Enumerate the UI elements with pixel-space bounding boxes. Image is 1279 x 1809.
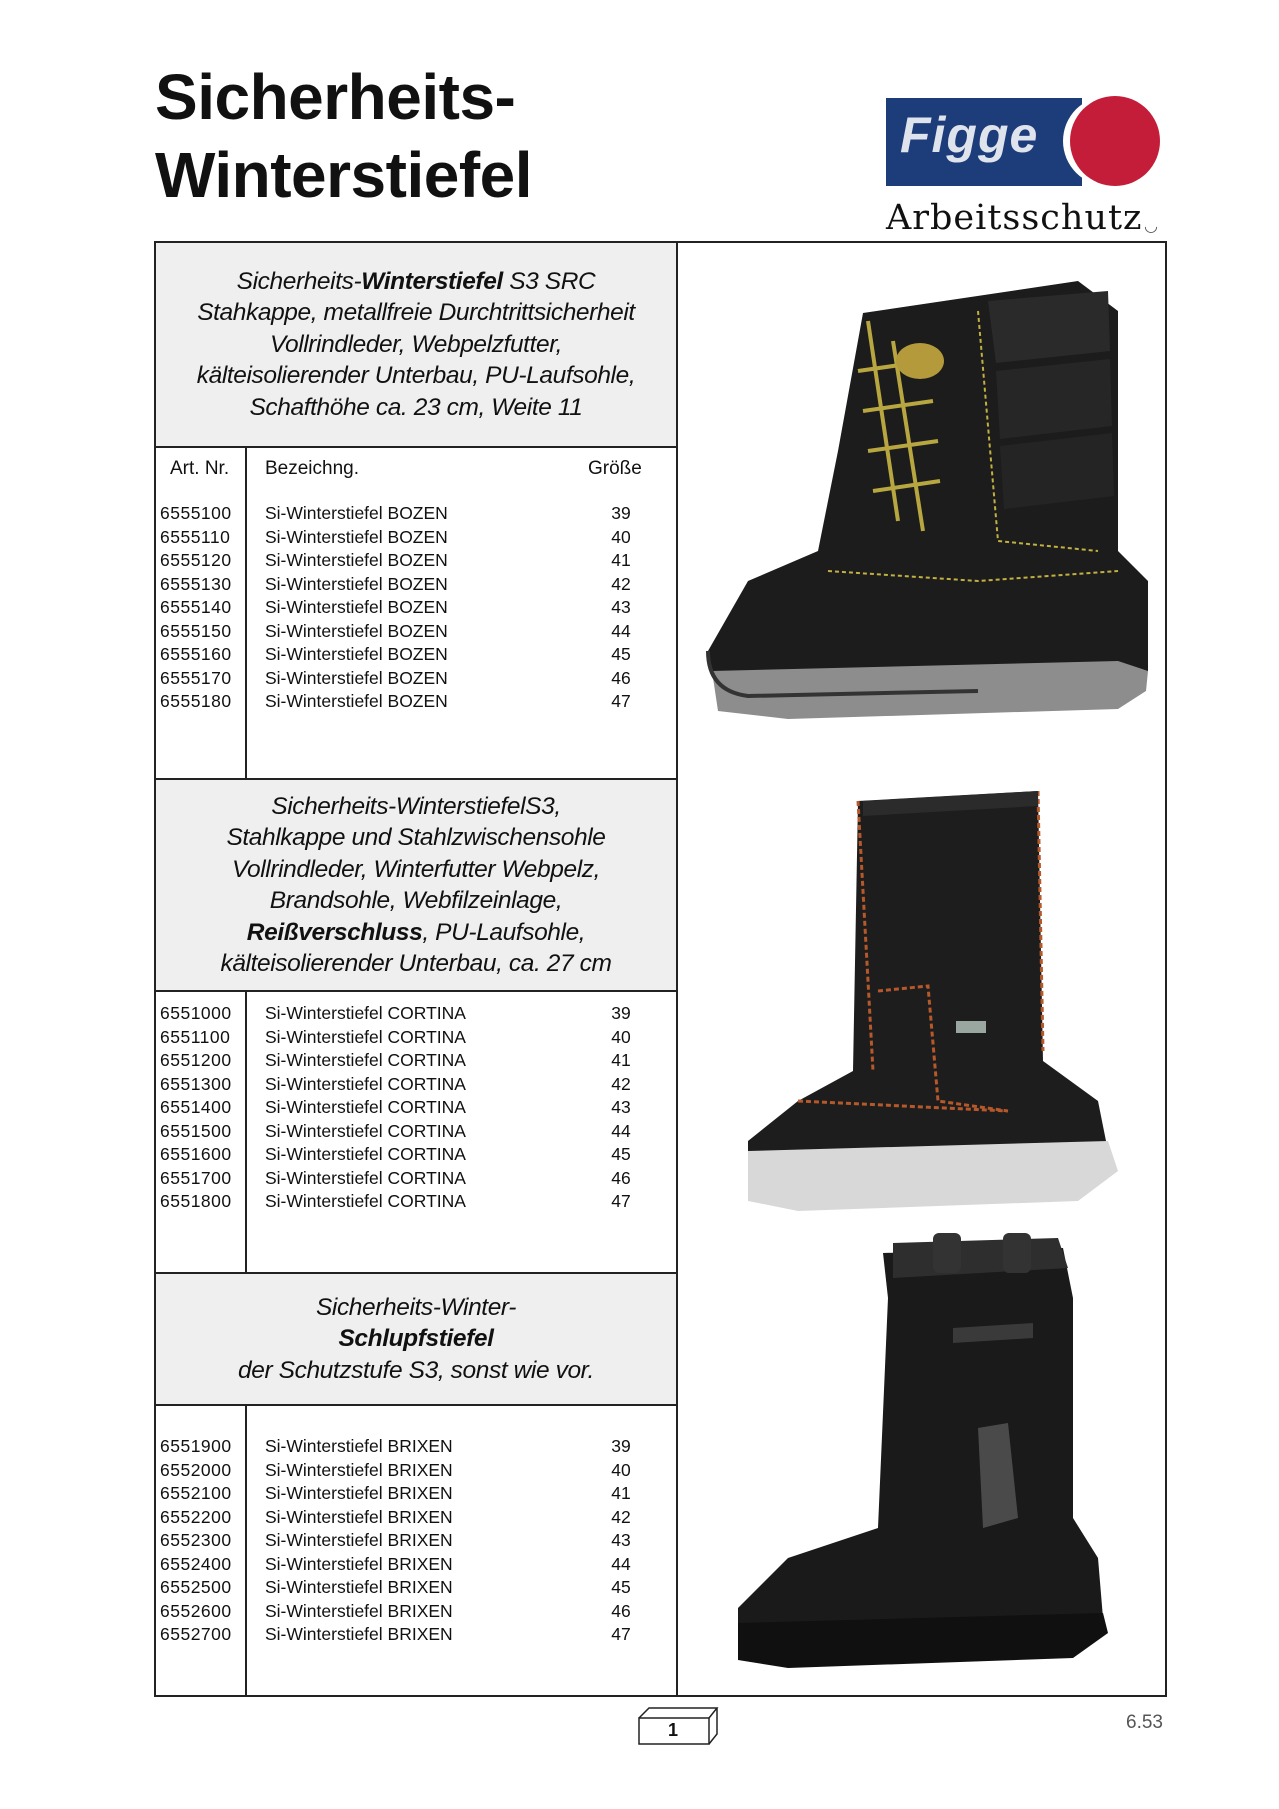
description-line — [220, 885, 611, 917]
article-name: Si-Winterstiefel BOZEN — [265, 597, 448, 617]
article-size: 46 — [611, 1167, 631, 1188]
article-name: Si-Winterstiefel BRIXEN — [265, 1483, 453, 1503]
article-number: 6555150 — [160, 620, 232, 641]
article-size: 41 — [611, 1050, 631, 1070]
description-line — [197, 297, 635, 329]
table-row — [156, 1554, 676, 1578]
article-size: 41 — [611, 1483, 631, 1503]
table-row — [156, 1097, 676, 1121]
article-number: 6555120 — [160, 550, 232, 570]
description-segment: Sicherheits-WinterstiefelS3, — [271, 792, 561, 820]
description-emphasis: Winterstiefel — [361, 267, 503, 295]
article-name: Si-Winterstiefel CORTINA — [265, 1050, 466, 1070]
product-description-brixen — [156, 1274, 676, 1406]
article-number: 6552000 — [160, 1459, 232, 1480]
article-number: 6551400 — [160, 1097, 232, 1117]
table-row — [156, 597, 676, 621]
boot-brixen-image — [678, 1228, 1165, 1698]
article-size: 44 — [611, 620, 631, 641]
table-row — [156, 550, 676, 574]
article-name: Si-Winterstiefel CORTINA — [265, 1097, 466, 1117]
article-block-cortina — [156, 992, 676, 1274]
article-number: 6552500 — [160, 1577, 232, 1597]
description-segment: Sicherheits-Winter- — [315, 1293, 517, 1321]
description-segment: Stahlkappe und Stahlzwischensohle — [226, 824, 606, 851]
description-line — [220, 822, 611, 854]
article-name: Si-Winterstiefel BRIXEN — [265, 1459, 453, 1480]
article-name: Si-Winterstiefel BOZEN — [265, 550, 448, 570]
header-groesse: Größe — [588, 458, 642, 479]
table-row — [156, 1436, 676, 1460]
table-row — [156, 1507, 676, 1531]
article-name: Si-Winterstiefel CORTINA — [265, 1026, 466, 1047]
article-size: 39 — [611, 503, 631, 523]
article-size: 40 — [611, 1026, 631, 1047]
article-name: Si-Winterstiefel BOZEN — [265, 667, 448, 688]
article-size: 45 — [611, 644, 631, 664]
article-size: 45 — [611, 1144, 631, 1164]
description-line — [197, 392, 635, 424]
description-segment: Brandsohle, Webfilzeinlage, — [269, 887, 563, 914]
description-line — [220, 854, 611, 886]
product-table — [156, 243, 678, 1695]
boot-bozen-image — [678, 251, 1165, 771]
table-row — [156, 644, 676, 668]
description-segment: kälteisolierender Unterbau, PU-Laufsohle, — [196, 362, 636, 390]
article-name: Si-Winterstiefel CORTINA — [265, 1191, 466, 1211]
article-name: Si-Winterstiefel BRIXEN — [265, 1436, 453, 1456]
article-size: 41 — [611, 550, 631, 570]
article-size: 44 — [611, 1120, 631, 1141]
article-name: Si-Winterstiefel BRIXEN — [265, 1506, 453, 1527]
article-size: 47 — [611, 691, 631, 711]
logo-subtitle: Arbeitsschutz — [886, 198, 1143, 238]
logo-brand: Figge — [900, 107, 1039, 163]
article-number: 6555110 — [160, 526, 231, 547]
article-size: 43 — [611, 1097, 631, 1117]
description-line — [220, 791, 611, 823]
page-title-line-2: Winterstiefel — [155, 139, 532, 211]
article-size: 44 — [611, 1553, 631, 1574]
table-row — [156, 1483, 676, 1507]
article-size: 43 — [611, 1530, 631, 1550]
article-name: Si-Winterstiefel BOZEN — [265, 620, 448, 641]
table-row — [156, 1074, 676, 1098]
article-name: Si-Winterstiefel CORTINA — [265, 1120, 466, 1141]
description-segment: S3 SRC — [502, 267, 596, 295]
page-number-box — [637, 1706, 719, 1746]
article-name: Si-Winterstiefel BOZEN — [265, 503, 448, 523]
article-number: 6551300 — [160, 1073, 232, 1094]
article-number: 6551100 — [160, 1026, 231, 1047]
table-row — [156, 1144, 676, 1168]
article-number: 6551600 — [160, 1144, 232, 1164]
table-row — [156, 691, 676, 715]
article-size: 47 — [611, 1191, 631, 1211]
table-row — [156, 621, 676, 645]
article-block-bozen — [156, 448, 676, 780]
article-name: Si-Winterstiefel BRIXEN — [265, 1624, 453, 1644]
article-name: Si-Winterstiefel BRIXEN — [265, 1530, 453, 1550]
description-segment: Vollrindleder, Webpelzfutter, — [269, 330, 563, 358]
article-number: 6555180 — [160, 691, 232, 711]
description-segment: Sicherheits- — [236, 267, 362, 295]
article-number: 6552300 — [160, 1530, 232, 1550]
article-number: 6551200 — [160, 1050, 232, 1070]
article-size: 46 — [611, 667, 631, 688]
boot-cortina-image — [678, 771, 1165, 1241]
header-bezeichnung: Bezeichng. — [265, 458, 360, 479]
description-segment: Schafthöhe ca. 23 cm, Weite 11 — [249, 393, 583, 421]
article-name: Si-Winterstiefel BRIXEN — [265, 1553, 453, 1574]
article-number: 6555170 — [160, 667, 232, 688]
table-row — [156, 1027, 676, 1051]
article-number: 6551500 — [160, 1120, 232, 1141]
article-number: 6551700 — [160, 1167, 232, 1188]
description-text — [220, 791, 611, 980]
article-number: 6552400 — [160, 1553, 232, 1574]
article-number: 6552200 — [160, 1506, 232, 1527]
description-line — [238, 1323, 594, 1355]
article-size: 39 — [611, 1436, 631, 1456]
product-description-bozen — [156, 243, 676, 448]
article-number: 6551900 — [160, 1436, 232, 1456]
article-number: 6552600 — [160, 1600, 232, 1621]
description-segment: Stahkappe, metallfreie Durchtrittsicherheit — [197, 299, 635, 327]
article-name: Si-Winterstiefel BOZEN — [265, 691, 448, 711]
description-emphasis: Schlupfstiefel — [338, 1325, 494, 1353]
article-size: 43 — [611, 597, 631, 617]
description-segment: der Schutzstufe S3, sonst wie vor. — [238, 1356, 594, 1384]
article-number: 6555130 — [160, 573, 232, 594]
table-row — [156, 527, 676, 551]
article-number: 6551800 — [160, 1191, 232, 1211]
page-reference: 6.53 — [1126, 1712, 1163, 1733]
article-name: Si-Winterstiefel BOZEN — [265, 644, 448, 664]
description-segment: kälteisolierender Unterbau, ca. 27 cm — [220, 950, 612, 977]
description-line — [238, 1292, 594, 1324]
table-row — [156, 1191, 676, 1215]
article-size: 40 — [611, 526, 631, 547]
registered-mark-icon: ◡ — [1144, 218, 1158, 235]
article-size: 42 — [611, 1506, 631, 1527]
table-row — [156, 1003, 676, 1027]
article-size: 47 — [611, 1624, 631, 1644]
page-title-line-1: Sicherheits- — [155, 61, 516, 133]
table-row — [156, 1624, 676, 1648]
product-images — [678, 243, 1165, 1695]
table-row — [156, 1530, 676, 1554]
table-row — [156, 1601, 676, 1625]
description-line — [197, 360, 635, 392]
article-name: Si-Winterstiefel BOZEN — [265, 573, 448, 594]
product-description-cortina — [156, 780, 676, 992]
article-name: Si-Winterstiefel BOZEN — [265, 526, 448, 547]
table-row — [156, 1460, 676, 1484]
article-name: Si-Winterstiefel BRIXEN — [265, 1577, 453, 1597]
article-size: 42 — [611, 573, 631, 594]
article-number: 6555160 — [160, 644, 232, 664]
article-size: 45 — [611, 1577, 631, 1597]
article-block-brixen — [156, 1406, 676, 1695]
product-frame — [154, 241, 1167, 1697]
article-number: 6555100 — [160, 503, 232, 523]
table-row — [156, 1577, 676, 1601]
table-row — [156, 1168, 676, 1192]
article-number: 6551000 — [160, 1003, 232, 1023]
article-number: 6555140 — [160, 597, 232, 617]
header-art-nr: Art. Nr. — [170, 458, 230, 479]
description-segment: , PU-Laufsohle, — [422, 918, 586, 946]
article-name: Si-Winterstiefel CORTINA — [265, 1167, 466, 1188]
description-line — [220, 917, 611, 949]
description-segment: Vollrindleder, Winterfutter Webpelz, — [231, 855, 601, 883]
page-number: 1 — [667, 1720, 678, 1740]
table-row — [156, 1050, 676, 1074]
description-text — [238, 1292, 594, 1387]
description-line — [238, 1355, 594, 1387]
article-name: Si-Winterstiefel BRIXEN — [265, 1600, 453, 1621]
article-name: Si-Winterstiefel CORTINA — [265, 1144, 466, 1164]
table-row — [156, 668, 676, 692]
description-line — [220, 948, 611, 980]
article-size: 46 — [611, 1600, 631, 1621]
figge-logo — [886, 98, 1164, 238]
description-line — [197, 266, 635, 298]
description-text — [197, 266, 635, 424]
article-size: 42 — [611, 1073, 631, 1094]
logo-circle-icon — [1070, 96, 1160, 186]
table-row — [156, 574, 676, 598]
article-size: 40 — [611, 1459, 631, 1480]
page-title — [155, 58, 532, 214]
table-row — [156, 503, 676, 527]
description-emphasis: Reißverschluss — [246, 918, 423, 946]
article-name: Si-Winterstiefel CORTINA — [265, 1073, 466, 1094]
article-size: 39 — [611, 1003, 631, 1023]
description-line — [197, 329, 635, 361]
table-row — [156, 1121, 676, 1145]
article-number: 6552100 — [160, 1483, 232, 1503]
article-number: 6552700 — [160, 1624, 232, 1644]
logo-bar — [886, 98, 1082, 186]
article-name: Si-Winterstiefel CORTINA — [265, 1003, 466, 1023]
